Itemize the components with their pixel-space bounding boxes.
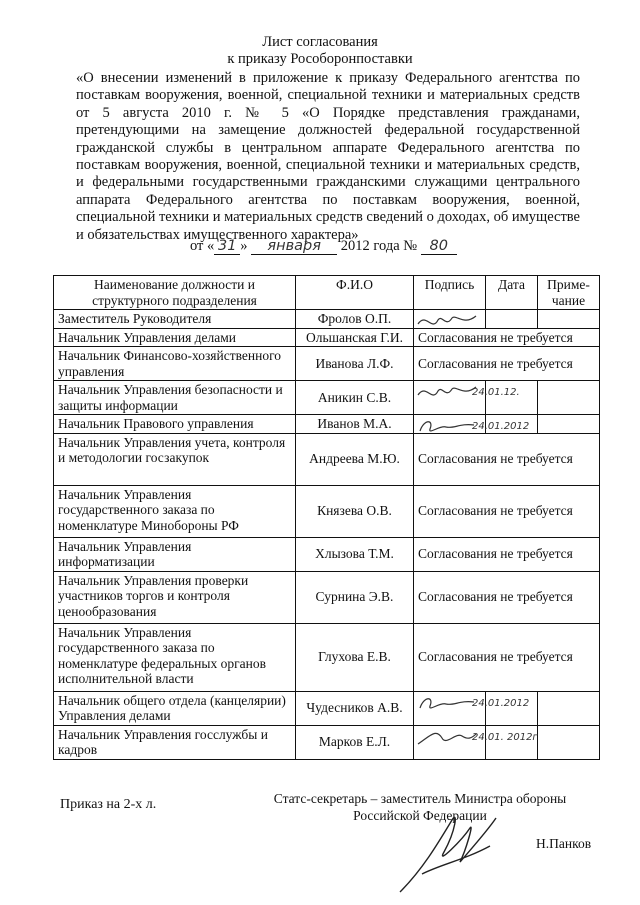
pages-note: Приказ на 2-х л.	[60, 797, 157, 812]
handwritten-date: 24.01.2012	[472, 697, 530, 709]
row-fio: Иванова Л.Ф.	[296, 347, 414, 381]
row-date	[472, 691, 538, 725]
order-subject: «О внесении изменений в приложение к приказу Федерального агентства по поставкам вооружения, военной, специальной техники и материальных средств от 5 августа 2010 г. № 5 «О Порядке представления гражданами, претендующими на замещение должностей федеральной государственной гражданской службы в центральном аппарате Федерального агентства по поставкам вооружения, военной, специальной техники и материальных средств, и федеральными государственными гражданскими служащими центрального аппарата Федерального агентства по поставкам вооружения, военной, специальной техники и материальных средств сведений о доходах, об имуществе и обязательствах имущественного характера»	[76, 70, 580, 243]
row-fio: Марков Е.Л.	[296, 725, 414, 759]
header-fio: Ф.И.О	[296, 276, 414, 310]
row-position: Заместитель Руководителя	[54, 310, 296, 329]
order-day: 31	[214, 238, 240, 255]
date-mid-label: »	[240, 238, 248, 254]
table-row	[54, 347, 600, 381]
order-month: января	[251, 238, 337, 255]
table-row	[54, 310, 600, 329]
header-sign: Подпись	[414, 276, 486, 310]
row-note: Согласования не требуется	[414, 347, 600, 381]
handwritten-signature	[416, 415, 478, 439]
header-note: Приме-чание	[538, 276, 600, 310]
table-header-row	[54, 276, 600, 310]
row-signature-cell	[414, 310, 486, 329]
row-position: Начальник общего отдела (канцелярии) Управления делами	[54, 691, 296, 725]
row-remark	[538, 691, 600, 725]
table-row	[54, 691, 600, 725]
handwritten-signature	[416, 692, 478, 716]
table-row	[54, 381, 600, 415]
row-position: Начальник Управления безопасности и защиты информации	[54, 381, 296, 415]
row-remark	[538, 310, 600, 329]
order-date-line	[190, 238, 457, 255]
row-note: Согласования не требуется	[414, 433, 600, 485]
handwritten-date: 24.01. 2012г	[472, 731, 538, 743]
handwritten-date: 24.01.12.	[472, 387, 520, 398]
table-row	[54, 328, 600, 347]
row-remark	[538, 415, 600, 434]
row-date	[472, 725, 538, 759]
row-fio: Глухова Е.В.	[296, 623, 414, 691]
document-subtitle: к приказу Рособоронпоставки	[227, 51, 413, 67]
row-date	[472, 381, 538, 415]
document-title: Лист согласования	[262, 34, 378, 50]
row-note: Согласования не требуется	[414, 485, 600, 537]
row-position: Начальник Управления государственного заказа по номенклатуре федеральных органов исполнительной власти	[54, 623, 296, 691]
handwritten-signature	[416, 310, 478, 334]
row-position: Начальник Финансово-хозяйственного управления	[54, 347, 296, 381]
row-position: Начальник Управления госслужбы и кадров	[54, 725, 296, 759]
row-position: Начальник Управления информатизации	[54, 537, 296, 571]
document-header	[0, 34, 640, 68]
row-fio: Хлызова Т.М.	[296, 537, 414, 571]
row-position: Начальник Управления делами	[54, 328, 296, 347]
header-position: Наименование должности и структурного подразделения	[54, 276, 296, 310]
row-note: Согласования не требуется	[414, 537, 600, 571]
signer-name: Н.Панков	[536, 836, 592, 851]
table-row	[54, 415, 600, 434]
row-fio: Сурнина Э.В.	[296, 571, 414, 623]
row-note: Согласования не требуется	[414, 623, 600, 691]
row-fio: Андреева М.Ю.	[296, 433, 414, 485]
table-row	[54, 537, 600, 571]
row-fio: Иванов М.А.	[296, 415, 414, 434]
handwritten-signature	[416, 726, 478, 750]
header-date: Дата	[486, 276, 538, 310]
main-signature	[392, 800, 512, 900]
order-number: 80	[421, 238, 457, 255]
row-remark	[538, 725, 600, 759]
signer-title-line1: Статс-секретарь – заместитель Министра обороны	[273, 791, 567, 806]
signer-title-line2: Российской Федерации	[353, 808, 487, 823]
row-fio: Фролов О.П.	[296, 310, 414, 329]
date-from-label: от «	[190, 238, 215, 254]
row-note: Согласования не требуется	[414, 571, 600, 623]
table-row	[54, 571, 600, 623]
handwritten-signature	[416, 381, 478, 405]
date-year-label: 2012 года №	[340, 238, 418, 254]
row-position: Начальник Правового управления	[54, 415, 296, 434]
row-fio: Ольшанская Г.И.	[296, 328, 414, 347]
table-row	[54, 485, 600, 537]
row-fio: Князева О.В.	[296, 485, 414, 537]
row-position: Начальник Управления учета, контроля и методологии госзакупок	[54, 433, 296, 485]
table-row	[54, 433, 600, 485]
handwritten-date: 24.01.2012	[472, 421, 530, 432]
row-remark	[538, 381, 600, 415]
row-fio: Чудесников А.В.	[296, 691, 414, 725]
table-row	[54, 623, 600, 691]
approval-table	[53, 275, 600, 760]
row-date	[472, 415, 538, 434]
row-position: Начальник Управления проверки участников торгов и контроля ценообразования	[54, 571, 296, 623]
row-fio: Аникин С.В.	[296, 381, 414, 415]
table-row	[54, 725, 600, 759]
row-note: Согласования не требуется	[414, 328, 600, 347]
row-date	[486, 310, 538, 329]
row-position: Начальник Управления государственного заказа по номенклатуре Минобороны РФ	[54, 485, 296, 537]
